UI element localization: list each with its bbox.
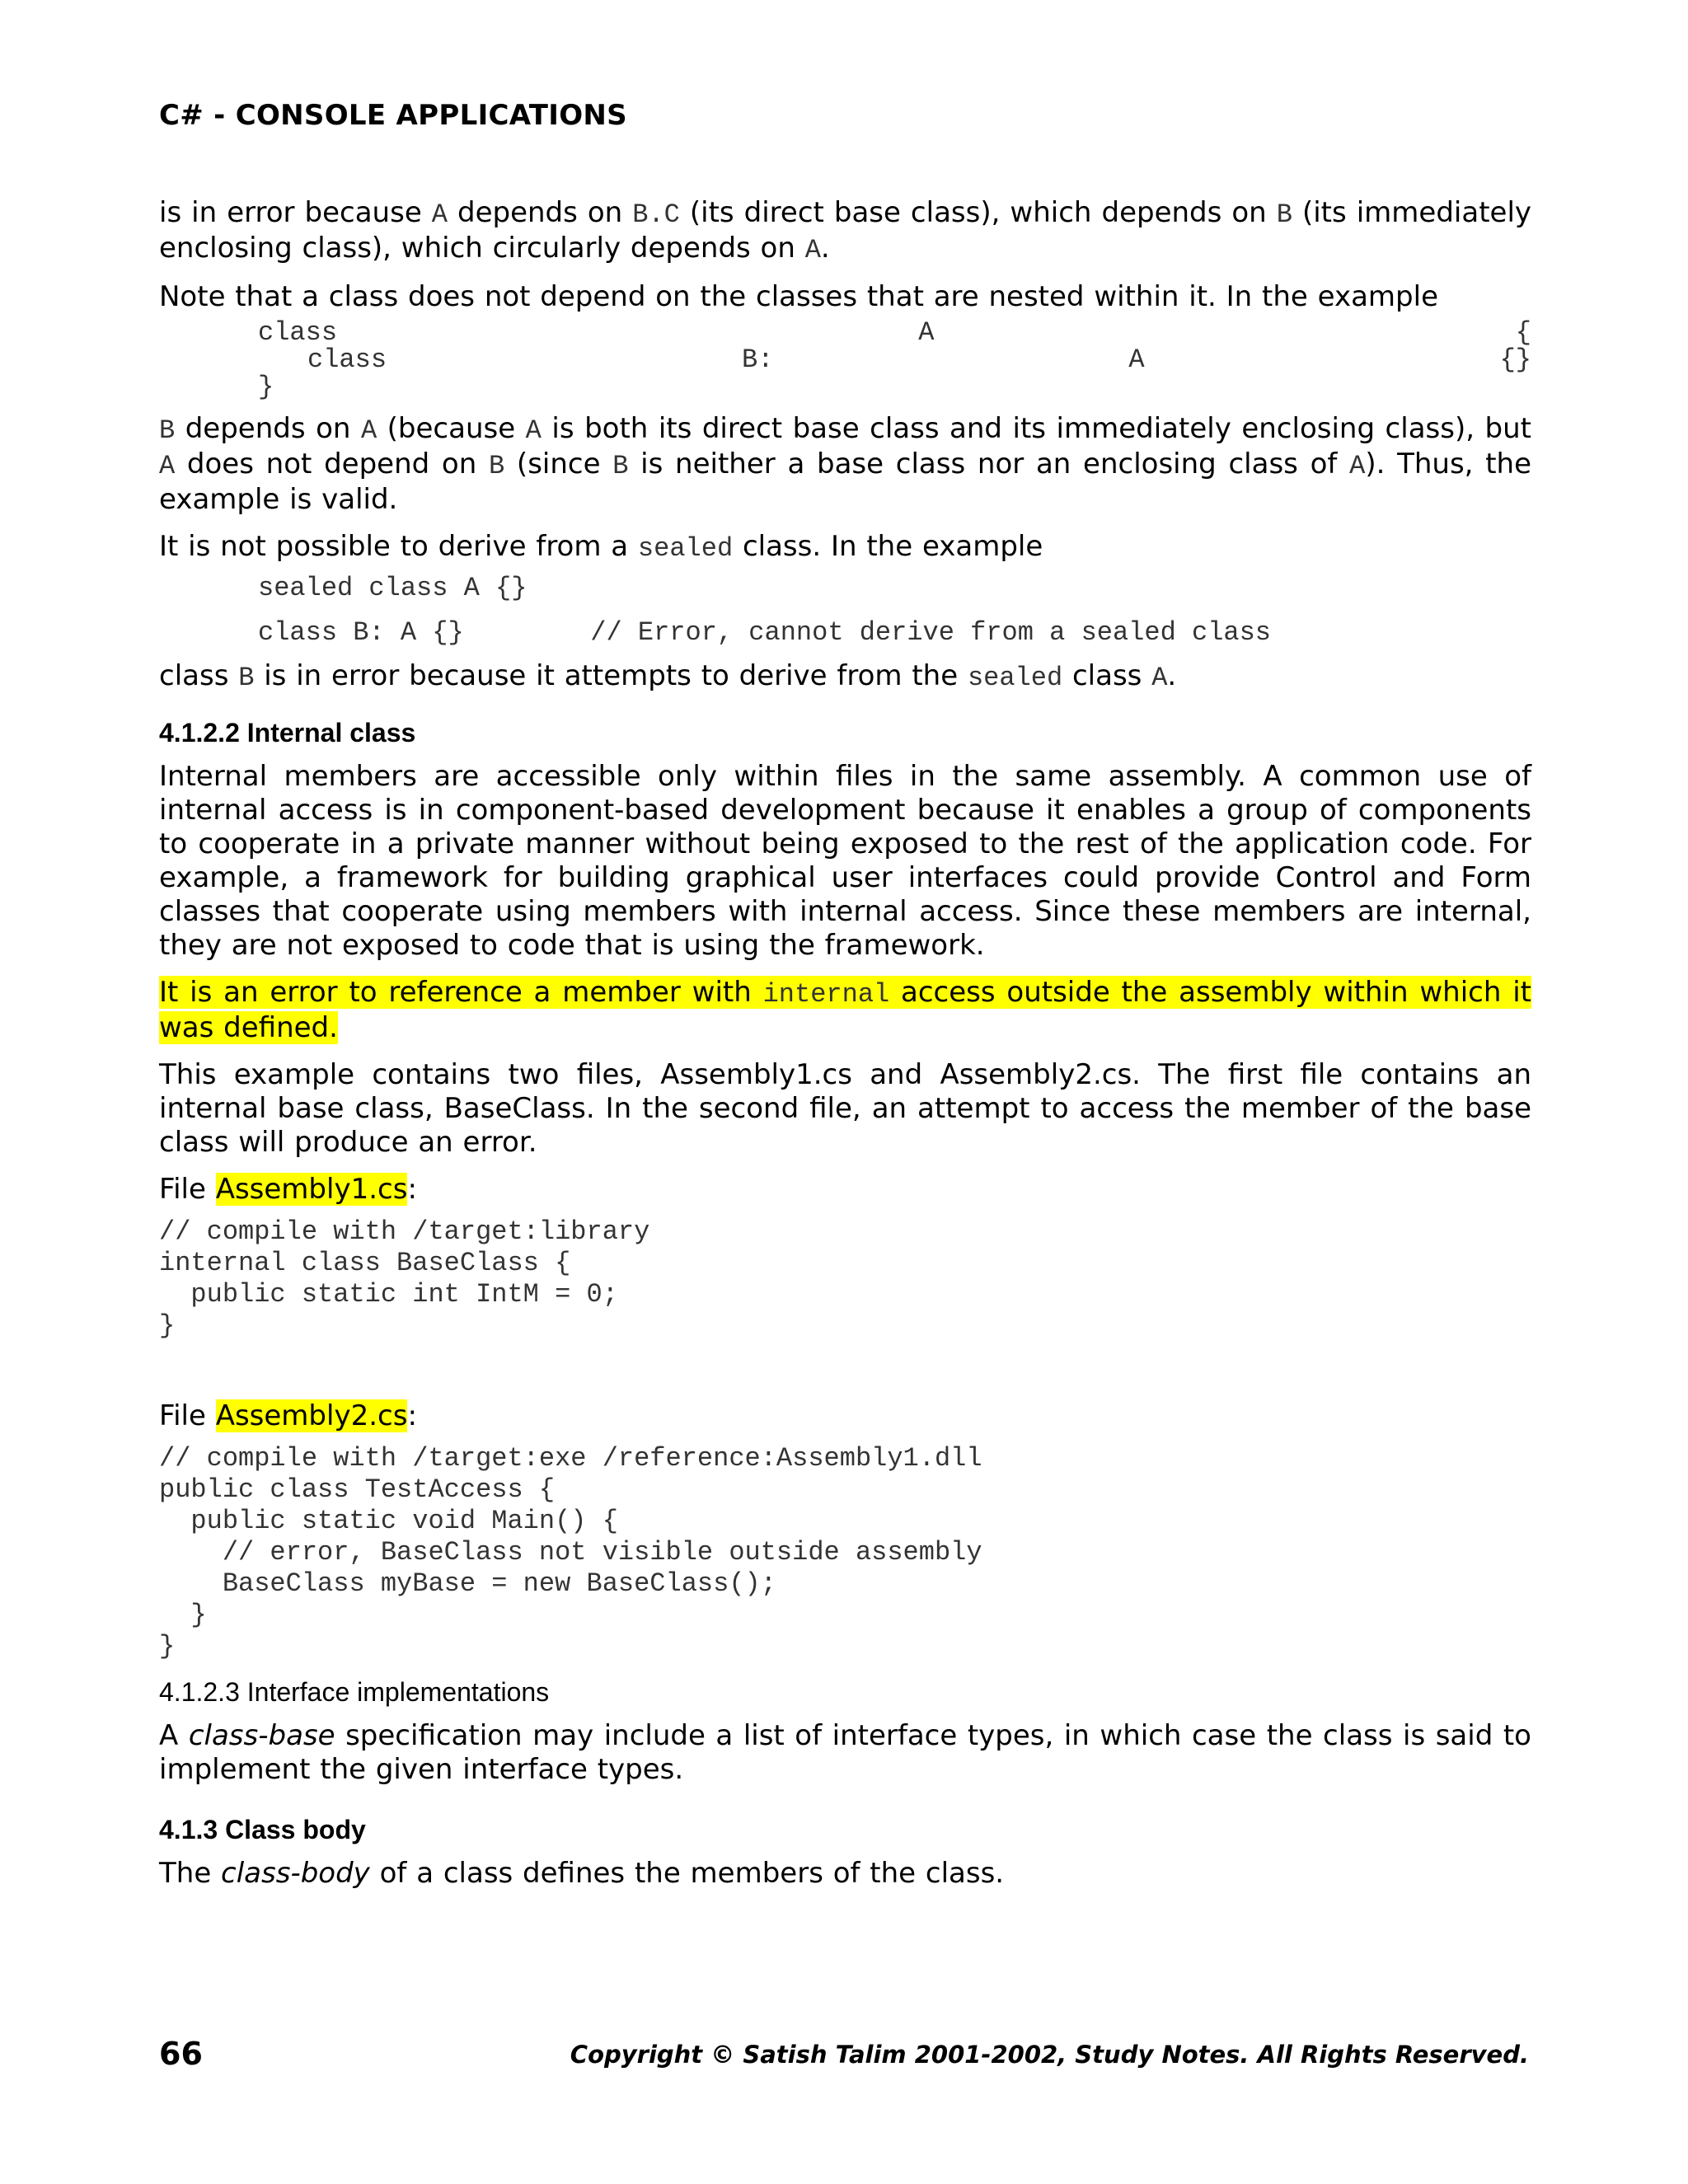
code-example-sealed — [159, 572, 1531, 649]
paragraph-class-body: The class-body of a class defines the members of the class. — [159, 1857, 1005, 1890]
paragraph-circular-dependency: is in error because A depends on B.C (its direct base class), which depends on B (its immediately enclosing class), which circularly depends on A. — [159, 196, 1532, 265]
code-example-nested — [159, 319, 1531, 401]
paragraph-internal-error-highlighted — [159, 976, 1531, 1045]
paragraph-internal-members: Internal members are accessible only within files in the same assembly. A common use of internal access is in component-based development because it enables a group of components to cooperate in a private manner without being exposed to the rest of the application code. For example, a framework for building graphical user interfaces could provide Control and Form classes that cooperate using members with internal access. Since these members are internal, they are not exposed to code that is using the framework. — [159, 760, 1531, 962]
page-number: 66 — [159, 2036, 203, 2072]
section-heading-internal-class: 4.1.2.2 Internal class — [159, 718, 416, 748]
code-line: sealed class A {} — [258, 573, 528, 603]
code-block-assembly2: // compile with /target:exe /reference:Assembly1.dll public class TestAccess { public static void Main() { // error, BaseClass not visible outside assembly BaseClass myBase = new BaseClass(); } } — [159, 1443, 982, 1661]
paragraph-two-files: This example contains two files, Assembly1.cs and Assembly2.cs. The first file contains an internal base class, BaseClass. In the second file, an attempt to access the member of the base class will produce an error. — [159, 1058, 1531, 1159]
paragraph-sealed-error: class B is in error because it attempts to derive from the sealed class A. — [159, 659, 1177, 693]
highlight: It is an error to reference a member with internal access outside the assembly within which it was defined. — [159, 976, 1531, 1044]
paragraph-class-base: A class-base specification may include a list of interface types, in which case the class is said to implement the given interface types. — [159, 1719, 1531, 1786]
document-body — [159, 196, 1531, 1904]
code-line: class B: A {} — [307, 344, 1531, 375]
section-heading-class-body: 4.1.3 Class body — [159, 1815, 366, 1844]
paragraph-sealed-intro: It is not possible to derive from a sealed class. In the example — [159, 530, 1043, 564]
paragraph-dependency-explanation: B depends on A (because A is both its direct base class and its immediately enclosing class), but A does not depend on B (since B is neither a base class nor an enclosing class of A). Thus, the example is valid. — [159, 412, 1532, 516]
paragraph-nested-note: Note that a class does not depend on the classes that are nested within it. In the example — [159, 280, 1438, 313]
code-line: } — [258, 372, 274, 402]
file-label-assembly2: File Assembly2.cs: — [159, 1399, 417, 1432]
code-line: class B: A {} // Error, cannot derive from a sealed class — [258, 617, 1271, 648]
file-label-assembly1: File Assembly1.cs: — [159, 1173, 417, 1206]
code-block-assembly1: // compile with /target:library internal class BaseClass { public static int IntM = 0; } — [159, 1216, 650, 1341]
code-line: class A { — [258, 317, 1531, 348]
section-heading-interface-implementations: 4.1.2.3 Interface implementations — [159, 1677, 550, 1707]
page-header-title: C# - CONSOLE APPLICATIONS — [159, 99, 627, 132]
copyright-notice: Copyright © Satish Talim 2001-2002, Study Notes. All Rights Reserved. — [570, 2041, 1529, 2069]
